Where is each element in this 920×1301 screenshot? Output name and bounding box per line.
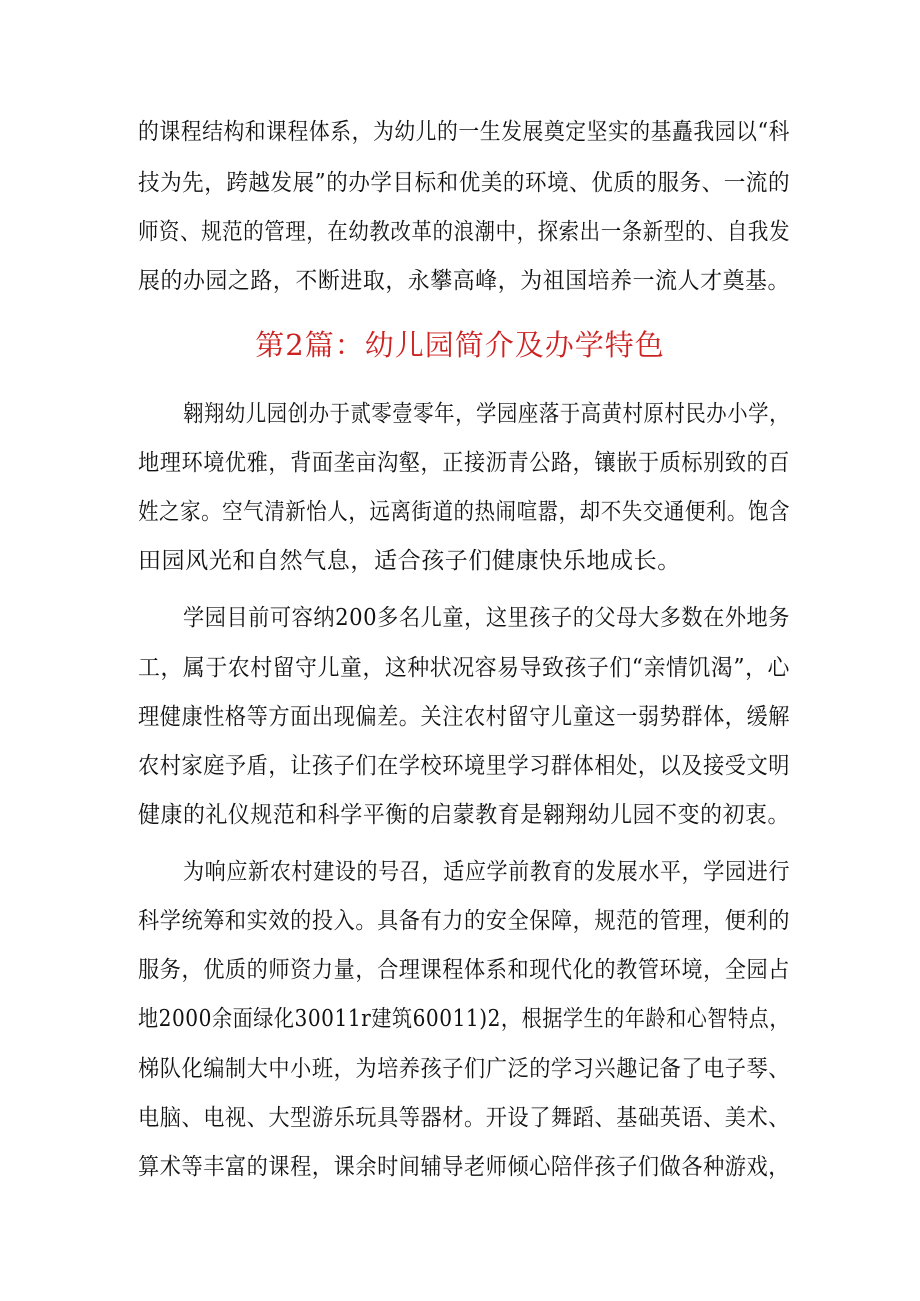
paragraph-3-line-1: 为响应新农村建设的号召，适应学前教育的发展水平，学园进行 (183, 859, 791, 885)
paragraph-2-line-1: 学园目前可容纳200多名儿童，这里孩子的父母大多数在外地务 (183, 605, 791, 631)
paragraph-3-line-2: 科学统筹和实效的投入。具备有力的安全保障，规范的管理，便利的 (138, 908, 790, 934)
intro-line-1: 的课程结构和课程体系，为幼儿的一生发展奠定坚实的基矗我园以“科 (138, 119, 790, 145)
intro-line-4: 展的办园之路，不断进取，永攀高峰，为祖国培养一流人才奠基。 (138, 268, 791, 294)
paragraph-3-line-7: 算术等丰富的课程，课余时间辅导老师倾心陪伴孩子们做各种游戏， (138, 1154, 790, 1180)
paragraph-3-line-5: 梯队化编制大中小班，为培养孩子们广泛的学习兴趣记备了电子琴、 (138, 1056, 790, 1082)
paragraph-3-line-3: 服务，优质的师资力量，合理课程体系和现代化的教管环境，全园占 (138, 957, 790, 983)
paragraph-3-line-6: 电脑、电视、大型游乐玩具等器材。开设了舞蹈、基础英语、美术、 (138, 1105, 790, 1131)
paragraph-1-line-1: 翱翔幼儿园创办于贰零壹零年，学园座落于高黄村原村民办小学， (183, 401, 790, 427)
paragraph-1-line-2: 地理环境优雅，背面垄亩沟壑，正接沥青公路，镶嵌于质标别致的百 (138, 450, 790, 476)
paragraph-3-line-4: 地2000余面绿化30011r建筑60011)2，根据学生的年龄和心智特点， (138, 1006, 790, 1032)
intro-line-3: 师资、规范的管理，在幼教改革的浪潮中，探索出一条新型的、自我发 (138, 219, 791, 245)
paragraph-2-line-4: 农村家庭予盾，让孩子们在学校环境里学习群体相处，以及接受文明 (138, 753, 790, 779)
section-heading: 第2篇：幼儿园简介及办学特色 (255, 328, 665, 362)
paragraph-2-line-5: 健康的礼仪规范和科学平衡的启蒙教育是翱翔幼儿园不变的初衷。 (138, 802, 791, 828)
paragraph-1-line-3: 姓之家。空气清新怡人，远离街道的热闹喧嚣，却不失交通便利。饱含 (138, 499, 791, 525)
paragraph-1-line-4: 田园风光和自然气息，适合孩子们健康快乐地成长。 (138, 548, 681, 574)
intro-line-2: 技为先，跨越发展”的办学目标和优美的环境、优质的服务、一流的 (138, 170, 791, 196)
paragraph-2-line-3: 理健康性格等方面出现偏差。关注农村留守儿童这一弱势群体，缓解 (138, 704, 790, 730)
paragraph-2-line-2: 工，属于农村留守儿童，这种状况容易导致孩子们“亲情饥渴”，心 (138, 655, 791, 681)
